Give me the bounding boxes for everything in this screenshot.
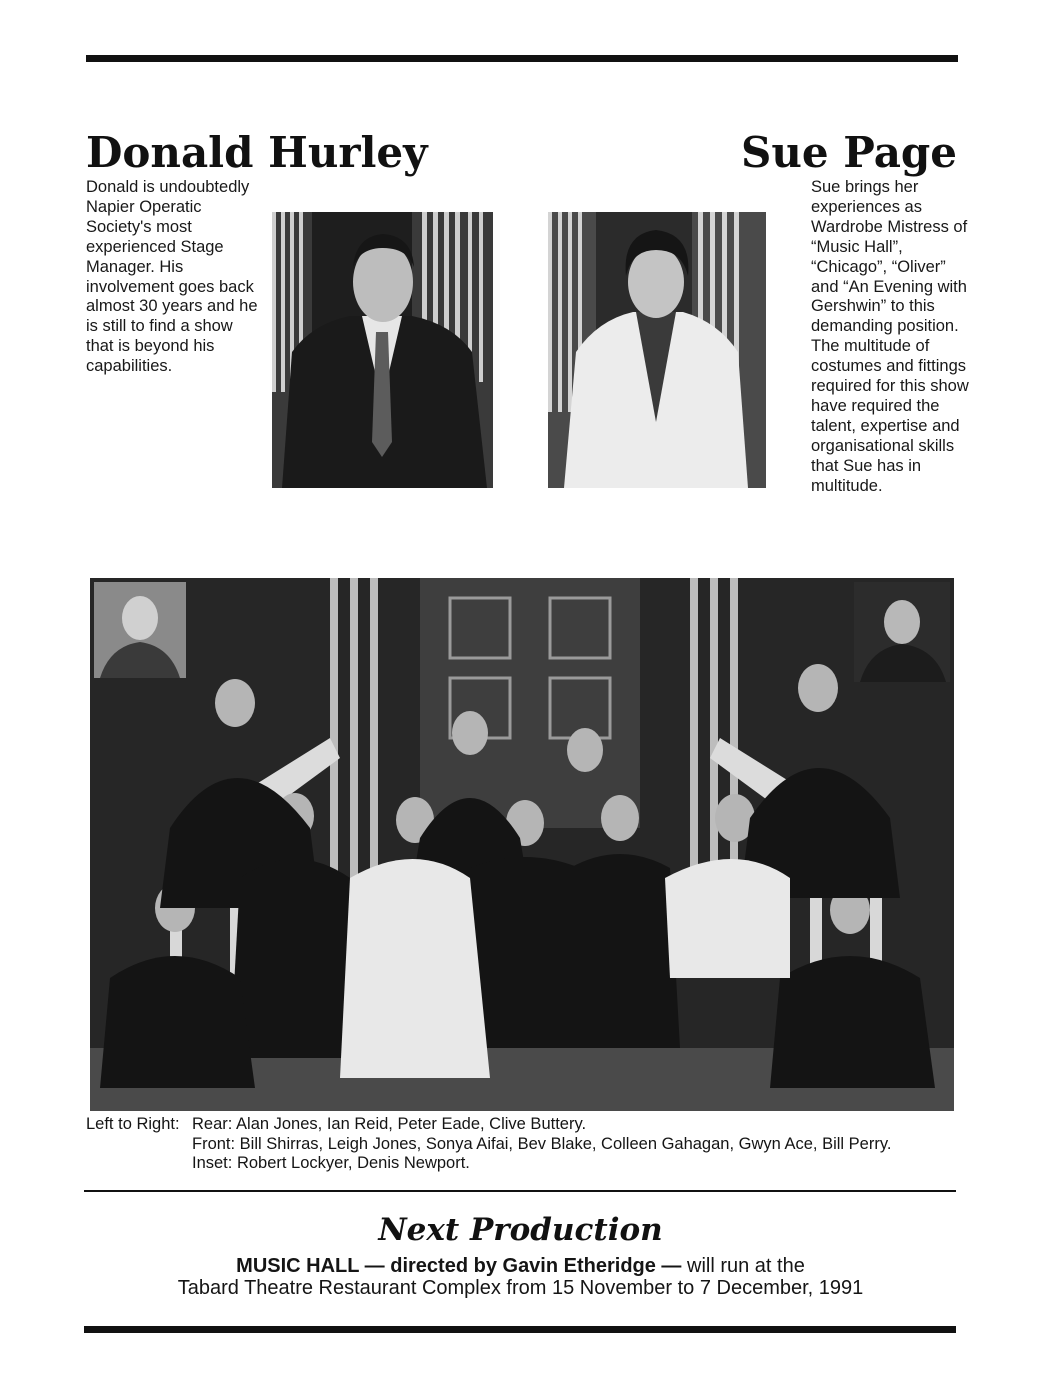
sue-bio: Sue brings her experiences as Wardrobe Mistress of “Music Hall”, “Chicago”, “Oliver” and “An Evening with Gershwin” to this demanding position. The multitude of costumes and fittings required for this show have required the talent, expertise and organisational skills that Sue has in multitude. [811, 178, 969, 495]
caption-rear-row [86, 1115, 891, 1135]
caption-front-row [86, 1135, 891, 1155]
bottom-rule [84, 1326, 956, 1333]
caption-front: Front: Bill Shirras, Leigh Jones, Sonya Aifai, Bev Blake, Colleen Gahagan, Gwyn Ace, Bill Perry. [192, 1134, 892, 1153]
next-production-title: Next Production [378, 1212, 663, 1248]
middle-rule [84, 1190, 956, 1192]
sue-heading: Sue Page [741, 128, 957, 177]
show-name: MUSIC HALL [236, 1255, 360, 1277]
group-photo [90, 578, 954, 1111]
caption-inset-row [86, 1154, 891, 1174]
caption-rear: Rear: Alan Jones, Ian Reid, Peter Eade, Clive Buttery. [192, 1115, 587, 1133]
donald-heading: Donald Hurley [86, 128, 428, 177]
run-text: will run at the [687, 1255, 805, 1277]
sue-portrait-photo [548, 212, 766, 488]
venue-dates: Tabard Theatre Restaurant Complex from 15 November to 7 December, 1991 [177, 1277, 864, 1299]
dash-2: — [655, 1255, 687, 1277]
caption-lead: Left to Right: [86, 1115, 180, 1133]
director-text: directed by Gavin Etheridge [390, 1255, 656, 1277]
top-rule [86, 55, 958, 62]
donald-bio: Donald is undoubtedly Napier Operatic Society's most experienced Stage Manager. His involvement goes back almost 30 years and he is still to find a show that is beyond his capabilities. [86, 178, 258, 376]
next-production-line1 [0, 1254, 1041, 1278]
dash-1: — [359, 1255, 391, 1277]
donald-portrait-photo [272, 212, 493, 488]
group-photo-caption [86, 1115, 891, 1174]
caption-inset: Inset: Robert Lockyer, Denis Newport. [192, 1154, 470, 1172]
